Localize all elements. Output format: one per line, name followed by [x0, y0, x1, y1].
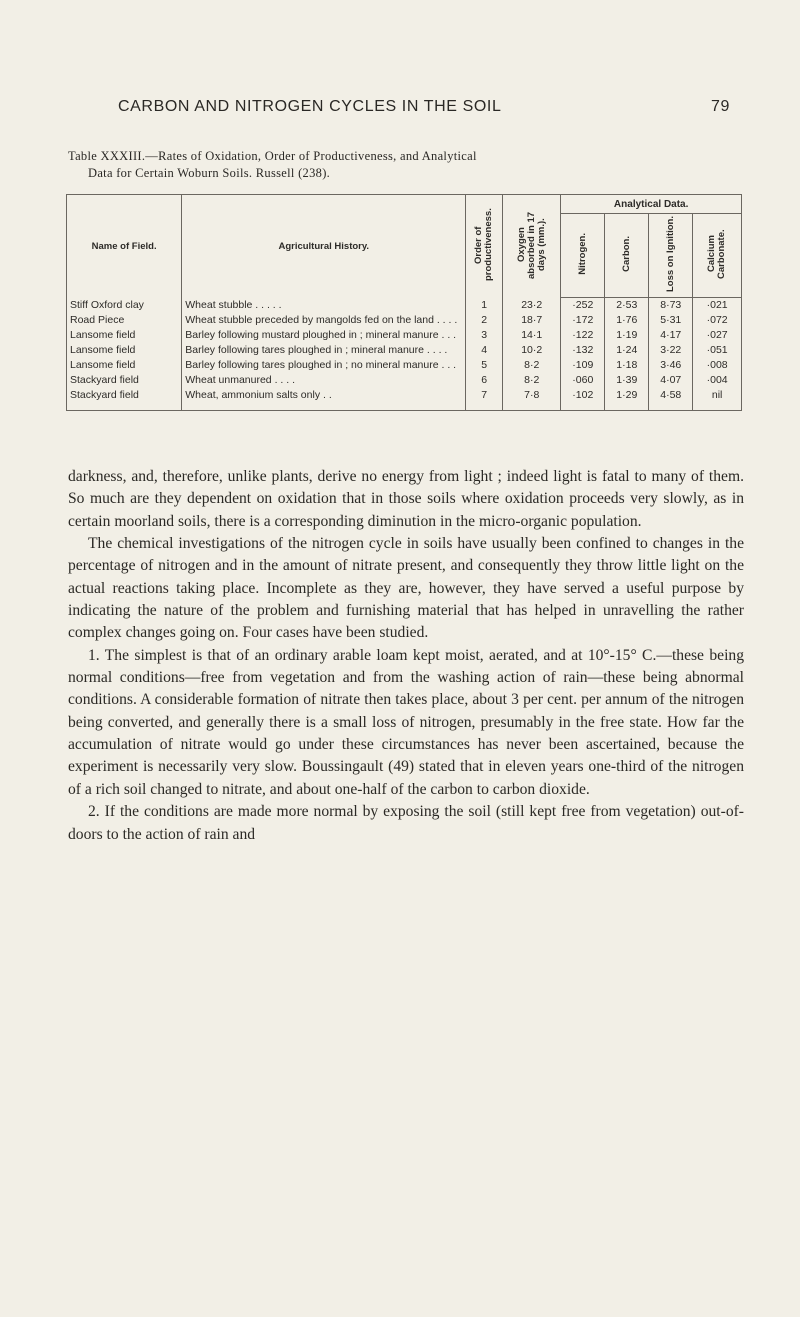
cell-order: 3: [466, 328, 503, 343]
caption-line-2: Data for Certain Woburn Soils. Russell (238).: [88, 166, 331, 180]
body-text: [68, 466, 744, 846]
table-caption: [68, 148, 740, 182]
cell-loss: 4·07: [649, 373, 693, 388]
cell-nitrogen: ·109: [561, 358, 605, 373]
cell-name: Lansome field: [67, 343, 182, 358]
header-oxygen: Oxygen absorbed in 17 days (mm.).: [503, 195, 561, 298]
header-nitrogen: Nitrogen.: [561, 214, 605, 298]
cell-nitrogen: ·122: [561, 328, 605, 343]
cell-name: Lansome field: [67, 358, 182, 373]
cell-order: 6: [466, 373, 503, 388]
cell-loss: 8·73: [649, 298, 693, 314]
running-title: CARBON AND NITROGEN CYCLES IN THE SOIL: [118, 98, 502, 115]
header-order: Order of productiveness.: [466, 195, 503, 298]
cell-carbon: 1·18: [605, 358, 649, 373]
header-history: Agricultural History.: [182, 195, 466, 298]
table-row: [67, 328, 742, 343]
cell-order: 1: [466, 298, 503, 314]
cell-history: Wheat stubble . . . . .: [182, 298, 466, 314]
table-row: [67, 313, 742, 328]
cell-carbon: 1·39: [605, 373, 649, 388]
cell-history: Barley following tares ploughed in ; mineral manure . . . .: [182, 343, 466, 358]
header-carbon: Carbon.: [605, 214, 649, 298]
cell-carbon: 1·76: [605, 313, 649, 328]
table-row: [67, 358, 742, 373]
cell-oxygen: 7·8: [503, 388, 561, 411]
cell-carbon: 1·19: [605, 328, 649, 343]
cell-nitrogen: ·172: [561, 313, 605, 328]
cell-order: 4: [466, 343, 503, 358]
cell-oxygen: 8·2: [503, 373, 561, 388]
cell-calcium: ·008: [693, 358, 742, 373]
data-table: [66, 194, 742, 411]
cell-name: Lansome field: [67, 328, 182, 343]
cell-oxygen: 23·2: [503, 298, 561, 314]
header-loss: Loss on Ignition.: [649, 214, 693, 298]
cell-order: 2: [466, 313, 503, 328]
cell-name: Road Piece: [67, 313, 182, 328]
cell-nitrogen: ·252: [561, 298, 605, 314]
cell-name: Stackyard field: [67, 373, 182, 388]
cell-nitrogen: ·132: [561, 343, 605, 358]
cell-carbon: 1·29: [605, 388, 649, 411]
cell-order: 7: [466, 388, 503, 411]
cell-oxygen: 14·1: [503, 328, 561, 343]
cell-loss: 3·46: [649, 358, 693, 373]
cell-loss: 3·22: [649, 343, 693, 358]
cell-nitrogen: ·102: [561, 388, 605, 411]
paragraph-2: The chemical investigations of the nitrogen cycle in soils have usually been confined to changes in the percentage of nitrogen and in the amount of nitrate present, and consequently they throw little light on the actual reactions taking place. Incomplete as they are, however, they have served a useful purpose by indicating the nature of the problem and furnishing material that has helped in unravelling the rather complex changes going on. Four cases have been studied.: [68, 535, 744, 642]
cell-history: Wheat, ammonium salts only . .: [182, 388, 466, 411]
cell-loss: 5·31: [649, 313, 693, 328]
cell-history: Wheat stubble preceded by mangolds fed on the land . . . .: [182, 313, 466, 328]
caption-line-1: Table XXXIII.—Rates of Oxidation, Order of Productiveness, and Analytical: [68, 149, 477, 163]
cell-name: Stiff Oxford clay: [67, 298, 182, 314]
cell-nitrogen: ·060: [561, 373, 605, 388]
cell-history: Barley following mustard ploughed in ; mineral manure . . .: [182, 328, 466, 343]
header-analytical: Analytical Data.: [561, 195, 742, 214]
cell-calcium: ·004: [693, 373, 742, 388]
header-calcium: Calcium Carbonate.: [693, 214, 742, 298]
cell-carbon: 1·24: [605, 343, 649, 358]
table-row: [67, 388, 742, 411]
table-row: [67, 373, 742, 388]
cell-calcium: ·072: [693, 313, 742, 328]
table-row: [67, 343, 742, 358]
header-name: Name of Field.: [67, 195, 182, 298]
paragraph-1: darkness, and, therefore, unlike plants, derive no energy from light ; indeed light is fatal to many of them. So much are they dependent on oxidation that in those soils where oxidation proceeds very slowly, as in certain moorland soils, there is a corresponding diminution in the micro-organic population.: [68, 468, 744, 530]
running-head: [118, 98, 730, 116]
cell-calcium: nil: [693, 388, 742, 411]
cell-loss: 4·17: [649, 328, 693, 343]
cell-loss: 4·58: [649, 388, 693, 411]
cell-calcium: ·027: [693, 328, 742, 343]
cell-order: 5: [466, 358, 503, 373]
cell-calcium: ·051: [693, 343, 742, 358]
cell-name: Stackyard field: [67, 388, 182, 411]
page-number: 79: [711, 98, 730, 115]
paragraph-4: 2. If the conditions are made more normal by exposing the soil (still kept free from vegetation) out-of-doors to the action of rain and: [68, 803, 744, 843]
cell-oxygen: 10·2: [503, 343, 561, 358]
cell-oxygen: 18·7: [503, 313, 561, 328]
cell-carbon: 2·53: [605, 298, 649, 314]
cell-history: Wheat unmanured . . . .: [182, 373, 466, 388]
paragraph-3: 1. The simplest is that of an ordinary arable loam kept moist, aerated, and at 10°-15° C.—these being normal conditions—free from vegetation and from the washing action of rain—these being abnormal conditions. A considerable formation of nitrate then takes place, about 3 per cent. per annum of the nitrogen being converted, and generally there is a small loss of nitrogen, presumably in the free state. How far the accumulation of nitrate would go under these circumstances has never been ascertained, because the experiment is necessarily very slow. Boussingault (49) stated that in eleven years one-third of the nitrogen of a rich soil changed to nitrate, and about one-half of the carbon to carbon dioxide.: [68, 646, 744, 798]
cell-oxygen: 8·2: [503, 358, 561, 373]
table-row: [67, 298, 742, 314]
cell-history: Barley following tares ploughed in ; no mineral manure . . .: [182, 358, 466, 373]
cell-calcium: ·021: [693, 298, 742, 314]
